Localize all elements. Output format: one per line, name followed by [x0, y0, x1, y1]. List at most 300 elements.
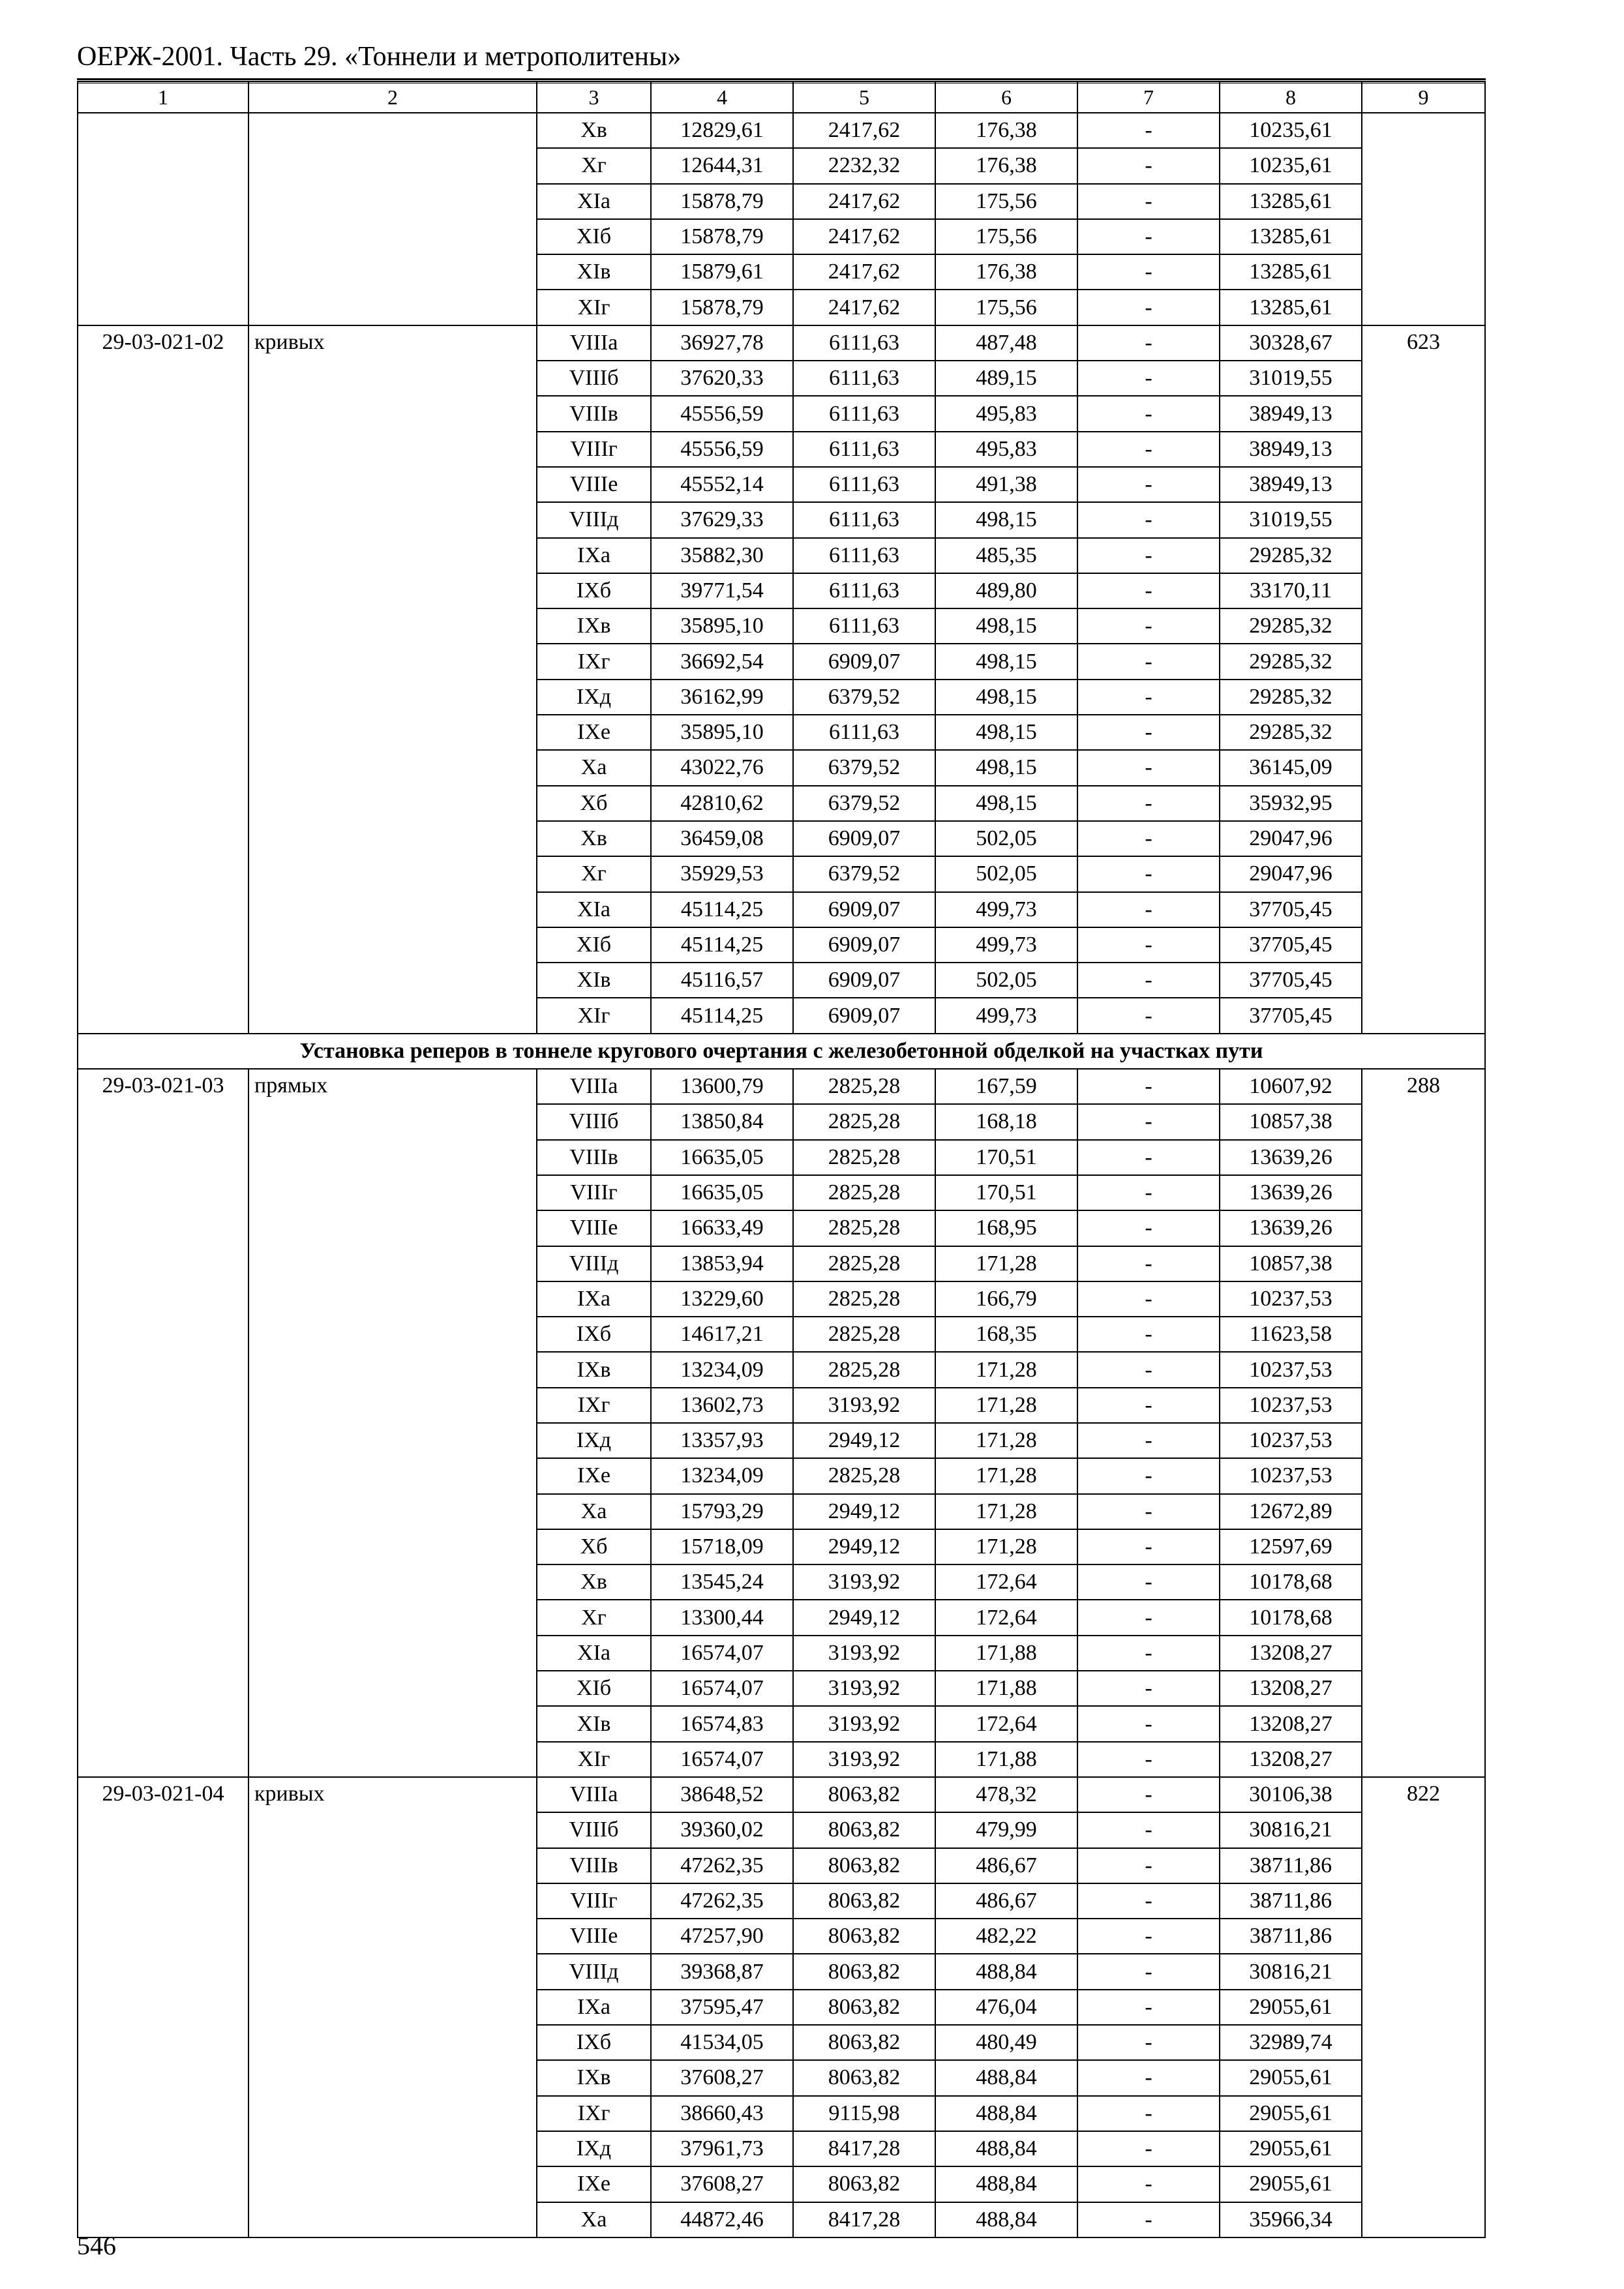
- table-cell: 47257,90: [651, 1919, 793, 1954]
- table-cell: -: [1077, 113, 1220, 148]
- table-cell: -: [1077, 715, 1220, 750]
- table-cell: 45556,59: [651, 432, 793, 467]
- rate-name: [248, 113, 537, 325]
- table-cell: 29055,61: [1220, 1990, 1362, 2025]
- table-cell: 45552,14: [651, 467, 793, 502]
- rate-code: 29-03-021-04: [78, 1777, 248, 2237]
- table-cell: -: [1077, 680, 1220, 715]
- table-cell: 2949,12: [793, 1600, 935, 1635]
- table-cell: Ха: [537, 750, 651, 785]
- table-cell: 37620,33: [651, 361, 793, 396]
- table-cell: 6909,07: [793, 644, 935, 679]
- rate-name: кривых: [248, 1777, 537, 2237]
- table-cell: 8063,82: [793, 1919, 935, 1954]
- table-cell: 172,64: [935, 1706, 1077, 1741]
- table-cell: 171,28: [935, 1388, 1077, 1423]
- table-cell: 13234,09: [651, 1352, 793, 1387]
- table-cell: IХг: [537, 1388, 651, 1423]
- table-cell: 37705,45: [1220, 998, 1362, 1033]
- table-cell: -: [1077, 1494, 1220, 1529]
- table-cell: 45114,25: [651, 998, 793, 1033]
- table-cell: 6909,07: [793, 927, 935, 963]
- table-cell: 30106,38: [1220, 1777, 1362, 1812]
- table-cell: 30328,67: [1220, 325, 1362, 361]
- column-header: 8: [1220, 82, 1362, 113]
- table-cell: 47262,35: [651, 1848, 793, 1883]
- table-cell: 45114,25: [651, 927, 793, 963]
- table-cell: -: [1077, 2166, 1220, 2202]
- table-cell: 491,38: [935, 467, 1077, 502]
- table-cell: 13285,61: [1220, 290, 1362, 325]
- table-cell: 2825,28: [793, 1281, 935, 1317]
- table-cell: 175,56: [935, 290, 1077, 325]
- table-cell: 13545,24: [651, 1564, 793, 1600]
- table-cell: 3193,92: [793, 1671, 935, 1706]
- table-cell: IХа: [537, 1990, 651, 2025]
- table-cell: 35895,10: [651, 608, 793, 644]
- table-cell: -: [1077, 1848, 1220, 1883]
- table-cell: -: [1077, 750, 1220, 785]
- column-header: 1: [78, 82, 248, 113]
- table-cell: 2949,12: [793, 1494, 935, 1529]
- table-cell: 171,88: [935, 1671, 1077, 1706]
- table-cell: 499,73: [935, 927, 1077, 963]
- table-cell: 498,15: [935, 750, 1077, 785]
- table-cell: IХе: [537, 715, 651, 750]
- rate-name: прямых: [248, 1069, 537, 1777]
- table-cell: -: [1077, 184, 1220, 219]
- table-cell: -: [1077, 432, 1220, 467]
- table-cell: 13639,26: [1220, 1175, 1362, 1210]
- table-cell: 486,67: [935, 1883, 1077, 1919]
- table-cell: -: [1077, 1564, 1220, 1600]
- table-cell: 3193,92: [793, 1636, 935, 1671]
- table-cell: 6379,52: [793, 750, 935, 785]
- table-cell: ХIг: [537, 1742, 651, 1777]
- table-cell: 3193,92: [793, 1706, 935, 1741]
- rate-column-9: 822: [1362, 1777, 1485, 2237]
- table-cell: 16635,05: [651, 1175, 793, 1210]
- table-cell: 6111,63: [793, 361, 935, 396]
- table-cell: -: [1077, 608, 1220, 644]
- table-cell: 16574,83: [651, 1706, 793, 1741]
- table-cell: Хб: [537, 1529, 651, 1564]
- table-cell: -: [1077, 1388, 1220, 1423]
- table-cell: 6909,07: [793, 892, 935, 927]
- table-cell: 15878,79: [651, 290, 793, 325]
- table-cell: -: [1077, 1175, 1220, 1210]
- table-cell: Хв: [537, 821, 651, 856]
- document-title: ОЕРЖ-2001. Часть 29. «Тоннели и метрополитены»: [77, 42, 682, 72]
- table-cell: 6379,52: [793, 680, 935, 715]
- table-cell: 6379,52: [793, 856, 935, 891]
- table-cell: 36927,78: [651, 325, 793, 361]
- table-cell: VIIIб: [537, 1812, 651, 1848]
- table-cell: 6111,63: [793, 325, 935, 361]
- table-cell: 6111,63: [793, 432, 935, 467]
- rate-column-9: [1362, 113, 1485, 325]
- table-cell: VIIIд: [537, 502, 651, 537]
- table-cell: 6111,63: [793, 538, 935, 573]
- table-cell: 498,15: [935, 608, 1077, 644]
- table-cell: 44872,46: [651, 2202, 793, 2237]
- table-cell: 486,67: [935, 1848, 1077, 1883]
- table-cell: 29047,96: [1220, 821, 1362, 856]
- table-cell: 175,56: [935, 219, 1077, 254]
- table-cell: 13639,26: [1220, 1210, 1362, 1246]
- table-cell: VIIIг: [537, 1175, 651, 1210]
- table-cell: ХIа: [537, 892, 651, 927]
- table-cell: 2232,32: [793, 148, 935, 183]
- table-cell: 2825,28: [793, 1246, 935, 1281]
- table-cell: -: [1077, 2202, 1220, 2237]
- table-cell: 13602,73: [651, 1388, 793, 1423]
- table-cell: -: [1077, 963, 1220, 998]
- table-cell: -: [1077, 856, 1220, 891]
- table-cell: 38711,86: [1220, 1883, 1362, 1919]
- table-cell: 41534,05: [651, 2025, 793, 2060]
- table-cell: 29047,96: [1220, 856, 1362, 891]
- table-cell: 38949,13: [1220, 432, 1362, 467]
- table-cell: -: [1077, 1317, 1220, 1352]
- table-cell: 13853,94: [651, 1246, 793, 1281]
- table-cell: IХв: [537, 2060, 651, 2095]
- table-cell: IХд: [537, 1423, 651, 1458]
- table-cell: 488,84: [935, 1954, 1077, 1989]
- table-cell: 10607,92: [1220, 1069, 1362, 1104]
- table-cell: ХIв: [537, 254, 651, 290]
- table-cell: 13600,79: [651, 1069, 793, 1104]
- table-cell: 8063,82: [793, 2060, 935, 2095]
- table-cell: 8063,82: [793, 1812, 935, 1848]
- rate-name: кривых: [248, 325, 537, 1034]
- table-cell: 16633,49: [651, 1210, 793, 1246]
- table-cell: 2825,28: [793, 1352, 935, 1387]
- table-cell: 15879,61: [651, 254, 793, 290]
- table-cell: VIIIе: [537, 467, 651, 502]
- table-cell: -: [1077, 2096, 1220, 2131]
- table-cell: 498,15: [935, 644, 1077, 679]
- table-cell: ХIа: [537, 184, 651, 219]
- table-cell: 2949,12: [793, 1423, 935, 1458]
- table-cell: 6909,07: [793, 963, 935, 998]
- table-cell: 6379,52: [793, 786, 935, 821]
- table-cell: 8063,82: [793, 1954, 935, 1989]
- table-cell: Хг: [537, 1600, 651, 1635]
- table-cell: 488,84: [935, 2202, 1077, 2237]
- page-header: [77, 40, 1486, 83]
- table-cell: -: [1077, 1919, 1220, 1954]
- table-cell: 38711,86: [1220, 1848, 1362, 1883]
- table-cell: 29055,61: [1220, 2096, 1362, 2131]
- table-cell: 480,49: [935, 2025, 1077, 2060]
- table-cell: 168,95: [935, 1210, 1077, 1246]
- table-cell: 16574,07: [651, 1636, 793, 1671]
- table-row: [78, 1069, 1485, 1104]
- table-cell: 30816,21: [1220, 1954, 1362, 1989]
- table-cell: 485,35: [935, 538, 1077, 573]
- table-body: [78, 113, 1485, 2237]
- table-cell: 38648,52: [651, 1777, 793, 1812]
- table-cell: 8063,82: [793, 1848, 935, 1883]
- table-cell: VIIIе: [537, 1210, 651, 1246]
- table-cell: 13357,93: [651, 1423, 793, 1458]
- table-cell: -: [1077, 2025, 1220, 2060]
- table-cell: IХг: [537, 644, 651, 679]
- table-cell: 15878,79: [651, 219, 793, 254]
- table-cell: 2825,28: [793, 1210, 935, 1246]
- table-cell: 10857,38: [1220, 1104, 1362, 1139]
- table-cell: 13285,61: [1220, 219, 1362, 254]
- table-cell: 488,84: [935, 2096, 1077, 2131]
- table-cell: -: [1077, 644, 1220, 679]
- table-cell: IХа: [537, 538, 651, 573]
- table-cell: -: [1077, 1423, 1220, 1458]
- table-cell: 487,48: [935, 325, 1077, 361]
- table-cell: 13208,27: [1220, 1742, 1362, 1777]
- table-cell: 6909,07: [793, 998, 935, 1033]
- table-cell: 498,15: [935, 680, 1077, 715]
- table-cell: IХд: [537, 680, 651, 715]
- table-cell: 6111,63: [793, 467, 935, 502]
- table-cell: VIIIб: [537, 1104, 651, 1139]
- table-cell: -: [1077, 325, 1220, 361]
- column-header: 5: [793, 82, 935, 113]
- table-cell: 8063,82: [793, 2166, 935, 2202]
- table-cell: -: [1077, 1600, 1220, 1635]
- table-cell: 3193,92: [793, 1742, 935, 1777]
- table-cell: -: [1077, 1529, 1220, 1564]
- table-cell: -: [1077, 786, 1220, 821]
- table-cell: 171,28: [935, 1423, 1077, 1458]
- table-cell: -: [1077, 1210, 1220, 1246]
- table-cell: 15793,29: [651, 1494, 793, 1529]
- table-cell: 176,38: [935, 254, 1077, 290]
- table-cell: 6909,07: [793, 821, 935, 856]
- table-cell: Хг: [537, 856, 651, 891]
- table-cell: -: [1077, 821, 1220, 856]
- table-cell: -: [1077, 1812, 1220, 1848]
- column-header: 7: [1077, 82, 1220, 113]
- table-cell: -: [1077, 1246, 1220, 1281]
- table-cell: 2825,28: [793, 1104, 935, 1139]
- table-cell: 31019,55: [1220, 502, 1362, 537]
- table-cell: 37961,73: [651, 2131, 793, 2166]
- table-cell: Ха: [537, 2202, 651, 2237]
- table-cell: ХIа: [537, 1636, 651, 1671]
- table-cell: 6111,63: [793, 502, 935, 537]
- table-cell: 9115,98: [793, 2096, 935, 2131]
- table-cell: 489,15: [935, 361, 1077, 396]
- table-cell: ХIв: [537, 1706, 651, 1741]
- table-cell: 42810,62: [651, 786, 793, 821]
- table-cell: 13229,60: [651, 1281, 793, 1317]
- table-cell: VIIIд: [537, 1246, 651, 1281]
- table-cell: 13208,27: [1220, 1671, 1362, 1706]
- table-cell: 35932,95: [1220, 786, 1362, 821]
- table-cell: -: [1077, 1706, 1220, 1741]
- column-header: 3: [537, 82, 651, 113]
- table-cell: VIIIг: [537, 1883, 651, 1919]
- table-cell: -: [1077, 998, 1220, 1033]
- table-cell: 8063,82: [793, 2025, 935, 2060]
- table-cell: 10237,53: [1220, 1388, 1362, 1423]
- table-cell: 39368,87: [651, 1954, 793, 1989]
- table-cell: VIIIа: [537, 1069, 651, 1104]
- table-cell: -: [1077, 1636, 1220, 1671]
- table-cell: 175,56: [935, 184, 1077, 219]
- table-cell: 10237,53: [1220, 1352, 1362, 1387]
- column-header: 2: [248, 82, 537, 113]
- table-cell: 498,15: [935, 715, 1077, 750]
- table-cell: 29055,61: [1220, 2166, 1362, 2202]
- table-cell: 2825,28: [793, 1069, 935, 1104]
- table-cell: 170,51: [935, 1140, 1077, 1175]
- section-heading: Установка реперов в тоннеле кругового очертания с железобетонной обделкой на участках пути: [78, 1034, 1485, 1069]
- table-cell: VIIIв: [537, 396, 651, 431]
- table-cell: 476,04: [935, 1990, 1077, 2025]
- table-cell: 171,28: [935, 1494, 1077, 1529]
- table-cell: Хг: [537, 148, 651, 183]
- table-cell: 16635,05: [651, 1140, 793, 1175]
- table-cell: 479,99: [935, 1812, 1077, 1848]
- column-header: 6: [935, 82, 1077, 113]
- table-cell: 2417,62: [793, 184, 935, 219]
- table-cell: 37705,45: [1220, 927, 1362, 963]
- rate-code: 29-03-021-03: [78, 1069, 248, 1777]
- table-cell: 171,88: [935, 1636, 1077, 1671]
- table-cell: 10237,53: [1220, 1458, 1362, 1493]
- rate-column-9: 623: [1362, 325, 1485, 1034]
- table-cell: 6111,63: [793, 396, 935, 431]
- table-cell: IХб: [537, 2025, 651, 2060]
- table-cell: 38660,43: [651, 2096, 793, 2131]
- column-header: 9: [1362, 82, 1485, 113]
- table-cell: 8417,28: [793, 2131, 935, 2166]
- table-cell: -: [1077, 927, 1220, 963]
- table-cell: VIIIв: [537, 1140, 651, 1175]
- table-cell: 172,64: [935, 1564, 1077, 1600]
- section-heading-row: [78, 1034, 1485, 1069]
- table-cell: IХг: [537, 2096, 651, 2131]
- table-cell: 2825,28: [793, 1458, 935, 1493]
- table-cell: 168,18: [935, 1104, 1077, 1139]
- table-cell: ХIв: [537, 963, 651, 998]
- table-cell: 36145,09: [1220, 750, 1362, 785]
- table-cell: 10178,68: [1220, 1600, 1362, 1635]
- table-cell: 38949,13: [1220, 467, 1362, 502]
- table-cell: 502,05: [935, 963, 1077, 998]
- table-cell: IХе: [537, 1458, 651, 1493]
- table-cell: 2825,28: [793, 1175, 935, 1210]
- table-cell: VIIIа: [537, 1777, 651, 1812]
- table-cell: 171,88: [935, 1742, 1077, 1777]
- table-cell: 488,84: [935, 2131, 1077, 2166]
- table-cell: 15878,79: [651, 184, 793, 219]
- table-cell: 35966,34: [1220, 2202, 1362, 2237]
- table-cell: 495,83: [935, 396, 1077, 431]
- table-cell: -: [1077, 1281, 1220, 1317]
- table-cell: 168,35: [935, 1317, 1077, 1352]
- table-cell: -: [1077, 1458, 1220, 1493]
- table-cell: Хв: [537, 113, 651, 148]
- table-cell: 29285,32: [1220, 644, 1362, 679]
- table-cell: 2417,62: [793, 290, 935, 325]
- table-cell: IХб: [537, 573, 651, 608]
- table-cell: 13234,09: [651, 1458, 793, 1493]
- table-cell: 11623,58: [1220, 1317, 1362, 1352]
- table-cell: VIIIа: [537, 325, 651, 361]
- header-rule: [77, 78, 1486, 80]
- table-cell: 12672,89: [1220, 1494, 1362, 1529]
- table-cell: IХа: [537, 1281, 651, 1317]
- table-cell: -: [1077, 1140, 1220, 1175]
- table-cell: -: [1077, 1883, 1220, 1919]
- table-cell: 37629,33: [651, 502, 793, 537]
- column-header: 4: [651, 82, 793, 113]
- table-cell: 29285,32: [1220, 680, 1362, 715]
- table-cell: Хб: [537, 786, 651, 821]
- table-cell: 8063,82: [793, 1883, 935, 1919]
- table-cell: VIIIг: [537, 432, 651, 467]
- table-cell: -: [1077, 361, 1220, 396]
- table-cell: 39360,02: [651, 1812, 793, 1848]
- table-cell: 495,83: [935, 432, 1077, 467]
- table-cell: 498,15: [935, 502, 1077, 537]
- table-cell: 167,59: [935, 1069, 1077, 1104]
- table-cell: 47262,35: [651, 1883, 793, 1919]
- table-cell: -: [1077, 467, 1220, 502]
- table-cell: 16574,07: [651, 1742, 793, 1777]
- table-cell: 498,15: [935, 786, 1077, 821]
- table-cell: -: [1077, 1671, 1220, 1706]
- table-cell: -: [1077, 502, 1220, 537]
- table-cell: IХб: [537, 1317, 651, 1352]
- table-cell: -: [1077, 573, 1220, 608]
- table-cell: 3193,92: [793, 1388, 935, 1423]
- table-cell: 13639,26: [1220, 1140, 1362, 1175]
- table-cell: 13285,61: [1220, 254, 1362, 290]
- table-cell: 499,73: [935, 998, 1077, 1033]
- table-cell: 2825,28: [793, 1140, 935, 1175]
- table-cell: -: [1077, 1990, 1220, 2025]
- rate-column-9: 288: [1362, 1069, 1485, 1777]
- page-number: 546: [77, 2231, 116, 2260]
- table-cell: 32989,74: [1220, 2025, 1362, 2060]
- table-cell: 36692,54: [651, 644, 793, 679]
- table-cell: 6111,63: [793, 715, 935, 750]
- table-cell: 29285,32: [1220, 538, 1362, 573]
- table-cell: 16574,07: [651, 1671, 793, 1706]
- rate-code: [78, 113, 248, 325]
- table-cell: 13208,27: [1220, 1706, 1362, 1741]
- table-cell: 39771,54: [651, 573, 793, 608]
- table-cell: 12829,61: [651, 113, 793, 148]
- table-cell: Ха: [537, 1494, 651, 1529]
- table-cell: 171,28: [935, 1246, 1077, 1281]
- table-cell: 499,73: [935, 892, 1077, 927]
- table-cell: IХе: [537, 2166, 651, 2202]
- table-cell: -: [1077, 1104, 1220, 1139]
- table-cell: ХIб: [537, 1671, 651, 1706]
- table-cell: -: [1077, 1954, 1220, 1989]
- table-cell: 37595,47: [651, 1990, 793, 2025]
- table-cell: 29285,32: [1220, 715, 1362, 750]
- table-cell: 13285,61: [1220, 184, 1362, 219]
- table-cell: 10857,38: [1220, 1246, 1362, 1281]
- table-cell: VIIIб: [537, 361, 651, 396]
- table-cell: 2949,12: [793, 1529, 935, 1564]
